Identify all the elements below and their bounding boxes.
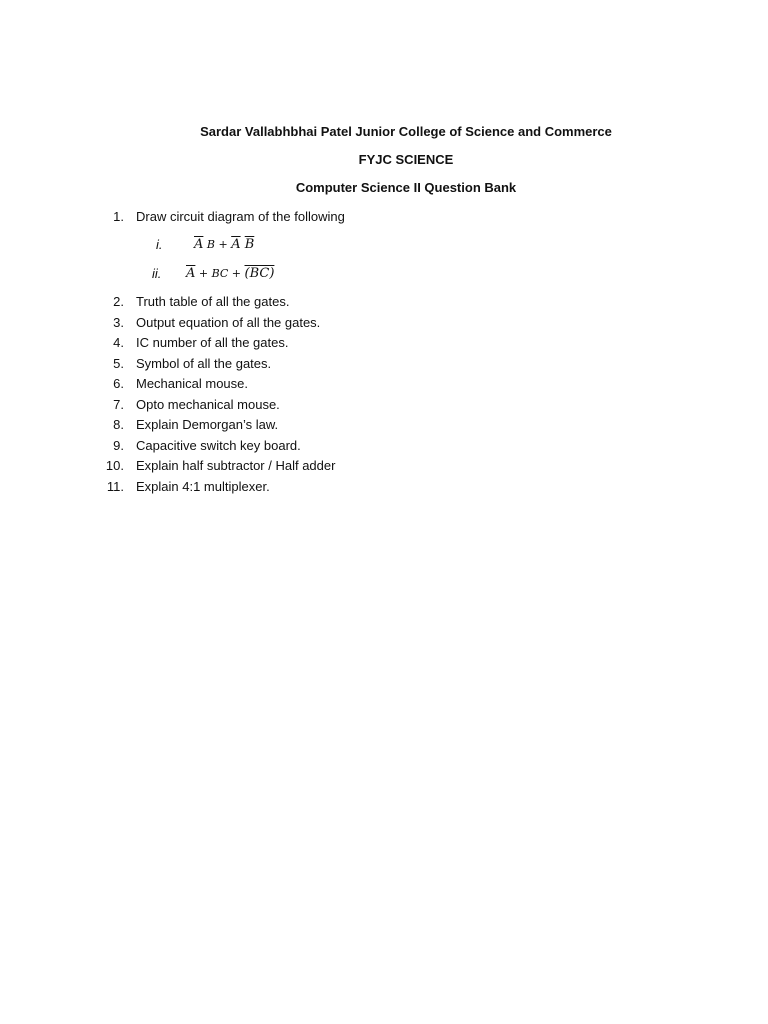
- question-text: Symbol of all the gates.: [136, 356, 272, 371]
- question-number: 1.: [113, 209, 124, 224]
- boolean-expression-i: [194, 237, 254, 253]
- question-number: 7.: [113, 397, 124, 412]
- question-text: Explain half subtractor / Half adder: [136, 458, 336, 473]
- subject-heading: Computer Science II Question Bank: [295, 180, 517, 195]
- question-text: Explain Demorgan’s law.: [136, 417, 279, 432]
- class-heading: FYJC SCIENCE: [358, 152, 454, 167]
- question-number: 9.: [113, 438, 124, 453]
- boolean-expression-ii: [186, 266, 274, 282]
- expr-term: + BC +: [195, 267, 245, 280]
- question-text: Output equation of all the gates.: [136, 315, 321, 330]
- expr-term: $\overline{A}$: [231, 237, 241, 252]
- question-number: 4.: [113, 335, 124, 350]
- question-text: Mechanical mouse.: [136, 376, 248, 391]
- question-text: Truth table of all the gates.: [136, 294, 290, 309]
- expr-term: $\overline{A}$: [194, 237, 204, 252]
- expr-term: $\overline{A}$: [186, 266, 196, 281]
- question-number: 6.: [113, 376, 124, 391]
- question-text: Draw circuit diagram of the following: [136, 209, 345, 224]
- question-number: 10.: [105, 458, 124, 473]
- subitem-roman: ii.: [152, 266, 162, 281]
- college-name-heading: Sardar Vallabhbhai Patel Junior College of Science and Commerce: [200, 124, 612, 139]
- expr-term: B +: [203, 238, 232, 251]
- question-number: 8.: [113, 417, 124, 432]
- question-text: Opto mechanical mouse.: [136, 397, 280, 412]
- question-number: 11.: [106, 479, 124, 494]
- expr-term: (BC): [244, 266, 275, 281]
- question-text: IC number of all the gates.: [136, 335, 289, 350]
- question-text: Explain 4:1 multiplexer.: [136, 479, 270, 494]
- question-number: 3.: [113, 315, 124, 330]
- question-text: Capacitive switch key board.: [136, 438, 301, 453]
- question-number: 2.: [113, 294, 124, 309]
- question-number: 5.: [113, 356, 124, 371]
- subitem-roman: i.: [156, 237, 163, 252]
- expr-term: $\overline{B}$: [244, 237, 255, 252]
